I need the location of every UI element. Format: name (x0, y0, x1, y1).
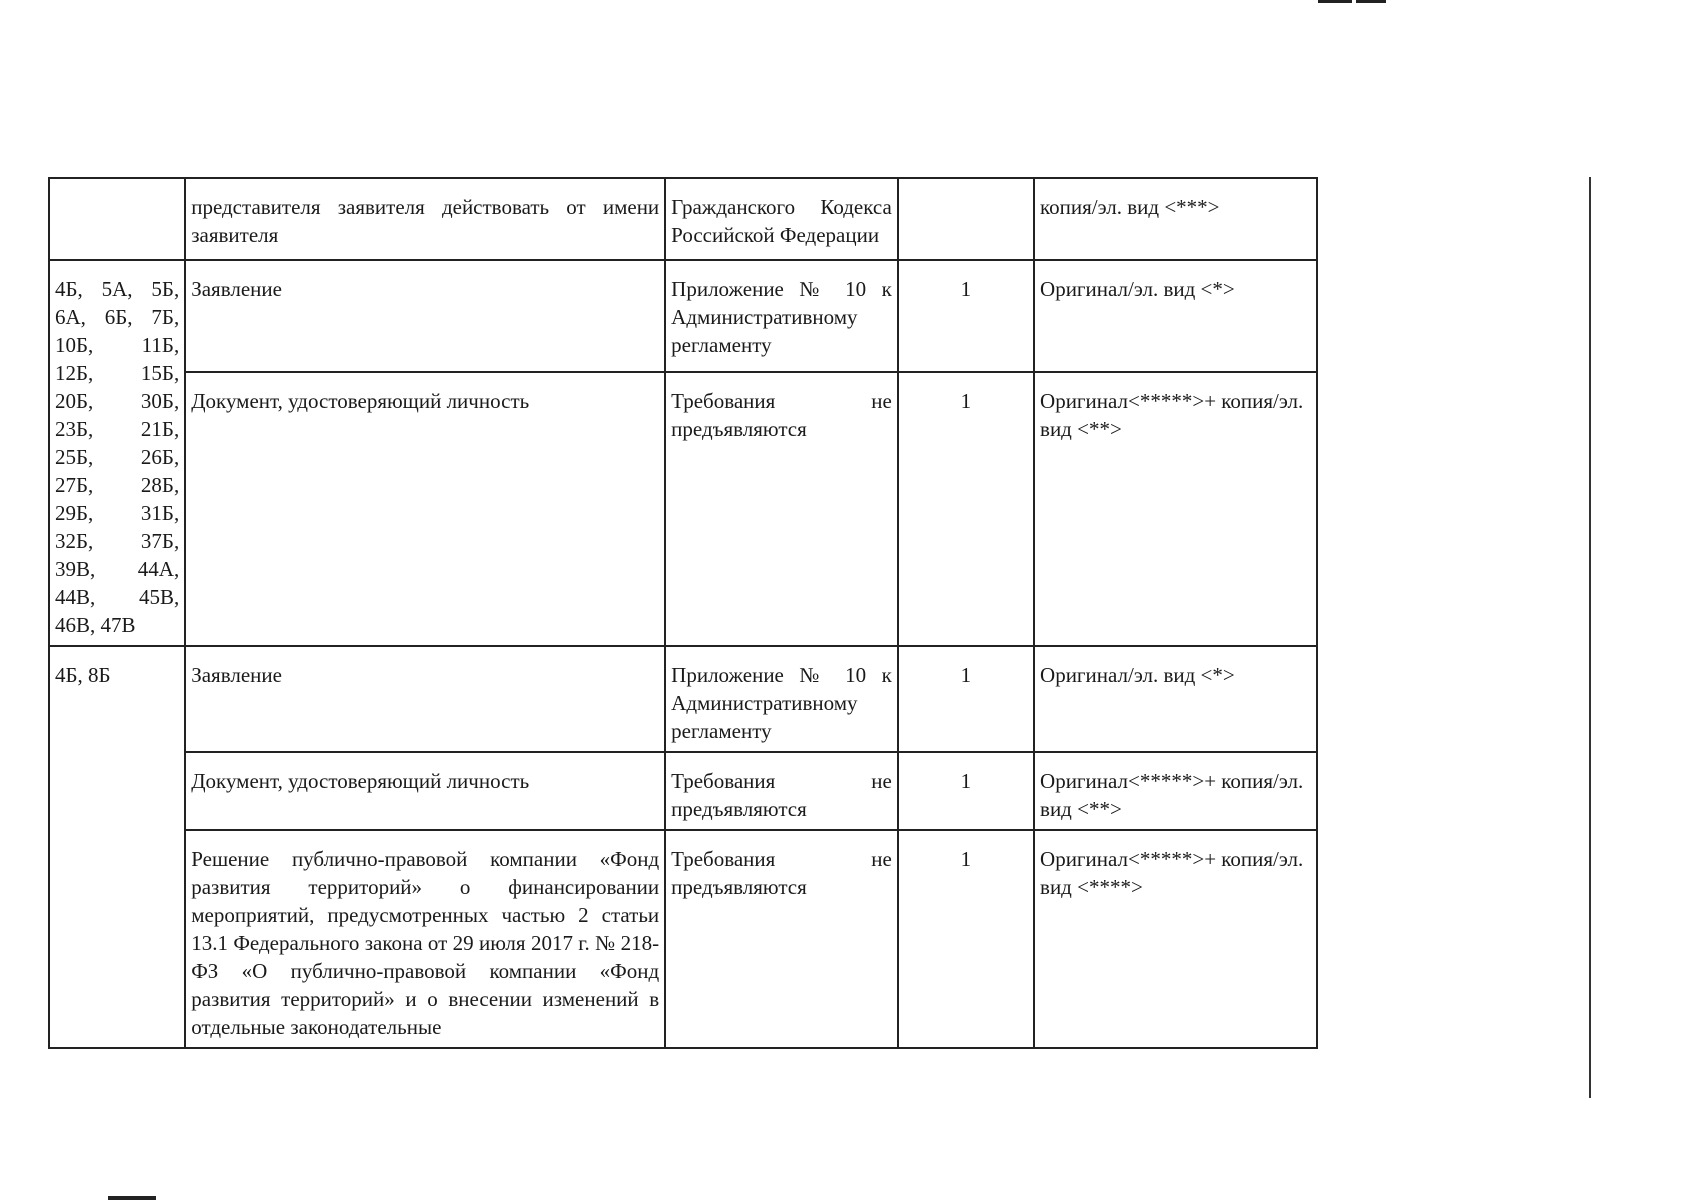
scan-artifact-bottom (108, 1196, 156, 1200)
document-cell: Документ, удостоверяющий личность (185, 372, 665, 646)
codes-cell (49, 178, 185, 260)
table-row (49, 752, 1317, 830)
table-row (49, 372, 1317, 646)
requirements-cell: Требования не предъявляются (665, 372, 898, 646)
quantity-cell: 1 (898, 372, 1034, 646)
table-row (49, 260, 1317, 372)
quantity-cell: 1 (898, 752, 1034, 830)
page-edge-line (1589, 177, 1591, 1098)
document-cell: представителя заявителя действовать от имени заявителя (185, 178, 665, 260)
form-cell: Оригинал<*****>+ копия/эл. вид <**> (1034, 752, 1317, 830)
document-cell: Решение публично-правовой компании «Фонд развития территорий» о финансировании мероприятий, предусмотренных частью 2 статьи 13.1 Федерального закона от 29 июля 2017 г. № 218-ФЗ «О публично-правовой компании «Фонд развития территорий» и о внесении изменений в отдельные законодательные (185, 830, 665, 1048)
requirements-cell: Требования не предъявляются (665, 830, 898, 1048)
form-cell: Оригинал<*****>+ копия/эл. вид <**> (1034, 372, 1317, 646)
scan-artifact-top (1318, 0, 1386, 3)
document-cell: Заявление (185, 646, 665, 752)
requirements-cell: Приложение № 10 к Административному регламенту (665, 260, 898, 372)
form-cell: Оригинал/эл. вид <*> (1034, 260, 1317, 372)
table-row (49, 830, 1317, 1048)
document-cell: Заявление (185, 260, 665, 372)
requirements-cell: Гражданского Кодекса Российской Федерации (665, 178, 898, 260)
requirements-cell: Требования не предъявляются (665, 752, 898, 830)
document-cell: Документ, удостоверяющий личность (185, 752, 665, 830)
form-cell: Оригинал/эл. вид <*> (1034, 646, 1317, 752)
table-row (49, 178, 1317, 260)
quantity-cell (898, 178, 1034, 260)
requirements-cell: Приложение № 10 к Административному регламенту (665, 646, 898, 752)
codes-cell: 4Б, 8Б (49, 646, 185, 1048)
table-row (49, 646, 1317, 752)
form-cell: копия/эл. вид <***> (1034, 178, 1317, 260)
quantity-cell: 1 (898, 830, 1034, 1048)
quantity-cell: 1 (898, 260, 1034, 372)
codes-cell: 4Б, 5А, 5Б, 6А, 6Б, 7Б, 10Б, 11Б, 12Б, 15Б, 20Б, 30Б, 23Б, 21Б, 25Б, 26Б, 27Б, 28Б, 29Б, 31Б, 32Б, 37Б, 39В, 44А, 44В, 45В, 46В, 47В (49, 260, 185, 646)
documents-table (48, 177, 1318, 1049)
quantity-cell: 1 (898, 646, 1034, 752)
form-cell: Оригинал<*****>+ копия/эл. вид <****> (1034, 830, 1317, 1048)
